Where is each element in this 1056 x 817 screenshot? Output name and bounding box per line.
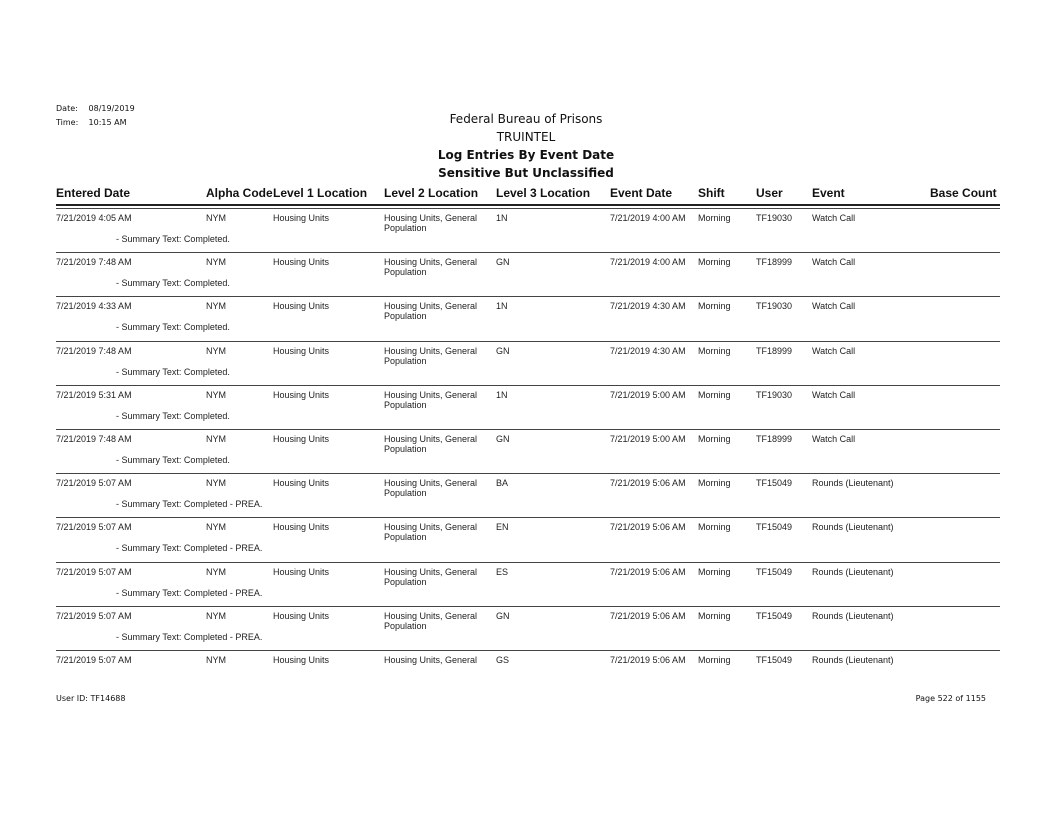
event-date-cell: 7/21/2019 5:06 AM — [610, 478, 686, 489]
event-date-cell: 7/21/2019 5:00 AM — [610, 389, 686, 400]
col-level2: Level 2 Location — [384, 186, 479, 200]
summary-text: - Summary Text: Completed. — [116, 234, 230, 244]
user-cell: TF19030 — [756, 389, 793, 400]
entered-date-cell: 7/21/2019 7:48 AM — [56, 434, 132, 444]
table-row — [56, 562, 1000, 606]
footer-user — [56, 694, 125, 703]
col-user: User — [756, 186, 783, 200]
level2-cell: Housing Units, General Population — [384, 345, 478, 366]
table-row — [56, 517, 1000, 561]
user-id-label: User ID: — [56, 694, 88, 703]
row-rule — [56, 429, 1000, 430]
event-cell: Rounds (Lieutenant) — [812, 610, 894, 621]
user-cell: TF15049 — [756, 610, 793, 621]
level2-cell: Housing Units, General Population — [384, 213, 478, 233]
level1-cell: Housing Units — [273, 566, 330, 577]
entered-date-cell: 7/21/2019 7:48 AM — [56, 257, 132, 268]
level2-cell: Housing Units, General Population — [384, 478, 478, 499]
level1-cell: Housing Units — [273, 478, 330, 489]
table-row — [56, 385, 1000, 429]
report-name: Log Entries By Event Date — [437, 148, 615, 162]
col-base-count: Base Count — [930, 186, 997, 200]
event-cell: Watch Call — [812, 389, 856, 400]
entered-date-cell: 7/21/2019 5:07 AM — [56, 522, 132, 533]
row-rule — [56, 562, 1000, 563]
level2-cell: Housing Units, General Population — [384, 610, 478, 631]
table-row — [56, 341, 1000, 385]
shift-cell: Morning — [698, 257, 731, 268]
col-alpha-code: Alpha Code — [206, 186, 273, 200]
alpha-code-cell: NYM — [206, 655, 226, 665]
user-cell: TF19030 — [756, 301, 793, 312]
col-level3: Level 3 Location — [496, 186, 591, 200]
level2-cell: Housing Units, General Population — [384, 434, 478, 454]
col-level1: Level 1 Location — [273, 186, 368, 200]
summary-text: - Summary Text: Completed - PREA. — [116, 631, 263, 642]
level1-cell: Housing Units — [273, 345, 330, 356]
level3-cell: BA — [496, 478, 509, 489]
event-date-cell: 7/21/2019 5:06 AM — [610, 566, 686, 577]
alpha-code-cell: NYM — [206, 434, 226, 444]
header-rule — [56, 204, 1000, 206]
event-cell: Rounds (Lieutenant) — [812, 478, 894, 489]
level3-cell: 1N — [496, 213, 508, 223]
level1-cell: Housing Units — [273, 389, 330, 400]
level3-cell: 1N — [496, 301, 508, 312]
entered-date-cell: 7/21/2019 5:07 AM — [56, 610, 132, 621]
user-cell: TF18999 — [756, 257, 793, 268]
event-date-cell: 7/21/2019 4:00 AM — [610, 213, 686, 223]
row-rule — [56, 208, 1000, 209]
alpha-code-cell: NYM — [206, 566, 226, 577]
alpha-code-cell: NYM — [206, 389, 226, 400]
shift-cell: Morning — [698, 301, 731, 312]
row-rule — [56, 296, 1000, 297]
level1-cell: Housing Units — [273, 257, 330, 268]
summary-text: - Summary Text: Completed. — [116, 455, 230, 465]
shift-cell: Morning — [698, 213, 731, 223]
entered-date-cell: 7/21/2019 4:33 AM — [56, 301, 132, 312]
level2-cell: Housing Units, General Population — [384, 301, 478, 322]
event-cell: Watch Call — [812, 213, 856, 223]
agency-name: Federal Bureau of Prisons — [449, 112, 603, 126]
col-shift: Shift — [698, 186, 725, 200]
date-label: Date: — [56, 104, 78, 113]
summary-text: - Summary Text: Completed. — [116, 322, 230, 333]
table-row — [56, 252, 1000, 296]
event-date-cell: 7/21/2019 4:30 AM — [610, 345, 686, 356]
entered-date-cell: 7/21/2019 5:31 AM — [56, 389, 132, 400]
level3-cell: GN — [496, 434, 510, 444]
level3-cell: 1N — [496, 389, 508, 400]
shift-cell: Morning — [698, 655, 731, 665]
level2-cell: Housing Units, General Population — [384, 566, 478, 587]
classification: Sensitive But Unclassified — [438, 166, 614, 180]
level3-cell: GN — [496, 610, 510, 621]
row-rule — [56, 517, 1000, 518]
level3-cell: ES — [496, 566, 509, 577]
system-name: TRUINTEL — [496, 130, 556, 144]
level3-cell: EN — [496, 522, 509, 533]
col-event-date: Event Date — [610, 186, 673, 200]
event-cell: Rounds (Lieutenant) — [812, 655, 894, 665]
event-cell: Rounds (Lieutenant) — [812, 522, 894, 533]
table-row — [56, 208, 1000, 252]
user-cell: TF18999 — [756, 434, 793, 444]
table-row — [56, 606, 1000, 650]
level1-cell: Housing Units — [273, 213, 330, 223]
event-date-cell: 7/21/2019 4:00 AM — [610, 257, 686, 268]
table-row — [56, 296, 1000, 340]
shift-cell: Morning — [698, 345, 731, 356]
entered-date-cell: 7/21/2019 5:07 AM — [56, 566, 132, 577]
row-rule — [56, 650, 1000, 651]
time-value: 10:15 AM — [88, 118, 127, 127]
alpha-code-cell: NYM — [206, 522, 226, 533]
event-date-cell: 7/21/2019 5:06 AM — [610, 655, 686, 665]
level3-cell: GN — [496, 257, 510, 268]
shift-cell: Morning — [698, 434, 731, 444]
shift-cell: Morning — [698, 478, 731, 489]
shift-cell: Morning — [698, 389, 731, 400]
user-cell: TF15049 — [756, 522, 793, 533]
level3-cell: GN — [496, 345, 510, 356]
time-label: Time: — [56, 118, 79, 127]
user-cell: TF15049 — [756, 566, 793, 577]
summary-text: - Summary Text: Completed - PREA. — [116, 499, 263, 510]
level1-cell: Housing Units — [273, 434, 330, 444]
alpha-code-cell: NYM — [206, 478, 226, 489]
level1-cell: Housing Units — [273, 610, 330, 621]
level2-cell: Housing Units, General Population — [384, 522, 478, 543]
summary-text: - Summary Text: Completed. — [116, 410, 230, 421]
entered-date-cell: 7/21/2019 5:07 AM — [56, 478, 132, 489]
row-rule — [56, 341, 1000, 342]
row-rule — [56, 385, 1000, 386]
alpha-code-cell: NYM — [206, 610, 226, 621]
event-cell: Rounds (Lieutenant) — [812, 566, 894, 577]
entered-date-cell: 7/21/2019 4:05 AM — [56, 213, 132, 223]
shift-cell: Morning — [698, 522, 731, 533]
report-title — [0, 110, 1052, 182]
user-id-value: TF14688 — [90, 694, 126, 703]
alpha-code-cell: NYM — [206, 345, 226, 356]
user-cell: TF15049 — [756, 478, 793, 489]
level3-cell: GS — [496, 655, 510, 665]
table-row — [56, 429, 1000, 473]
level2-cell: Housing Units, General Population — [384, 389, 478, 410]
col-entered-date: Entered Date — [56, 186, 131, 200]
summary-text: - Summary Text: Completed. — [116, 366, 230, 377]
summary-text: - Summary Text: Completed - PREA. — [116, 587, 263, 598]
alpha-code-cell: NYM — [206, 213, 226, 223]
level1-cell: Housing Units — [273, 655, 330, 665]
level1-cell: Housing Units — [273, 522, 330, 533]
event-cell: Watch Call — [812, 345, 856, 356]
row-rule — [56, 473, 1000, 474]
event-date-cell: 7/21/2019 5:06 AM — [610, 610, 686, 621]
alpha-code-cell: NYM — [206, 257, 226, 268]
entered-date-cell: 7/21/2019 7:48 AM — [56, 345, 132, 356]
summary-text: - Summary Text: Completed - PREA. — [116, 543, 263, 554]
shift-cell: Morning — [698, 610, 731, 621]
date-value: 08/19/2019 — [88, 104, 135, 113]
row-rule — [56, 606, 1000, 607]
table-header — [56, 184, 1000, 206]
event-date-cell: 7/21/2019 5:06 AM — [610, 522, 686, 533]
event-cell: Watch Call — [812, 257, 856, 268]
shift-cell: Morning — [698, 566, 731, 577]
col-event: Event — [812, 186, 845, 200]
row-rule — [56, 252, 1000, 253]
event-date-cell: 7/21/2019 5:00 AM — [610, 434, 686, 444]
page-number: Page 522 of 1155 — [915, 694, 986, 703]
event-date-cell: 7/21/2019 4:30 AM — [610, 301, 686, 312]
user-cell: TF19030 — [756, 213, 793, 223]
table-row — [56, 650, 1000, 694]
event-cell: Watch Call — [812, 301, 856, 312]
summary-text: - Summary Text: Completed. — [116, 278, 230, 289]
user-cell: TF18999 — [756, 345, 793, 356]
entered-date-cell: 7/21/2019 5:07 AM — [56, 655, 132, 665]
user-cell: TF15049 — [756, 655, 793, 665]
table-row — [56, 473, 1000, 517]
level2-cell: Housing Units, General Population — [384, 257, 478, 278]
level1-cell: Housing Units — [273, 301, 330, 312]
alpha-code-cell: NYM — [206, 301, 226, 312]
level2-cell: Housing Units, General — [384, 655, 478, 665]
event-cell: Watch Call — [812, 434, 856, 444]
